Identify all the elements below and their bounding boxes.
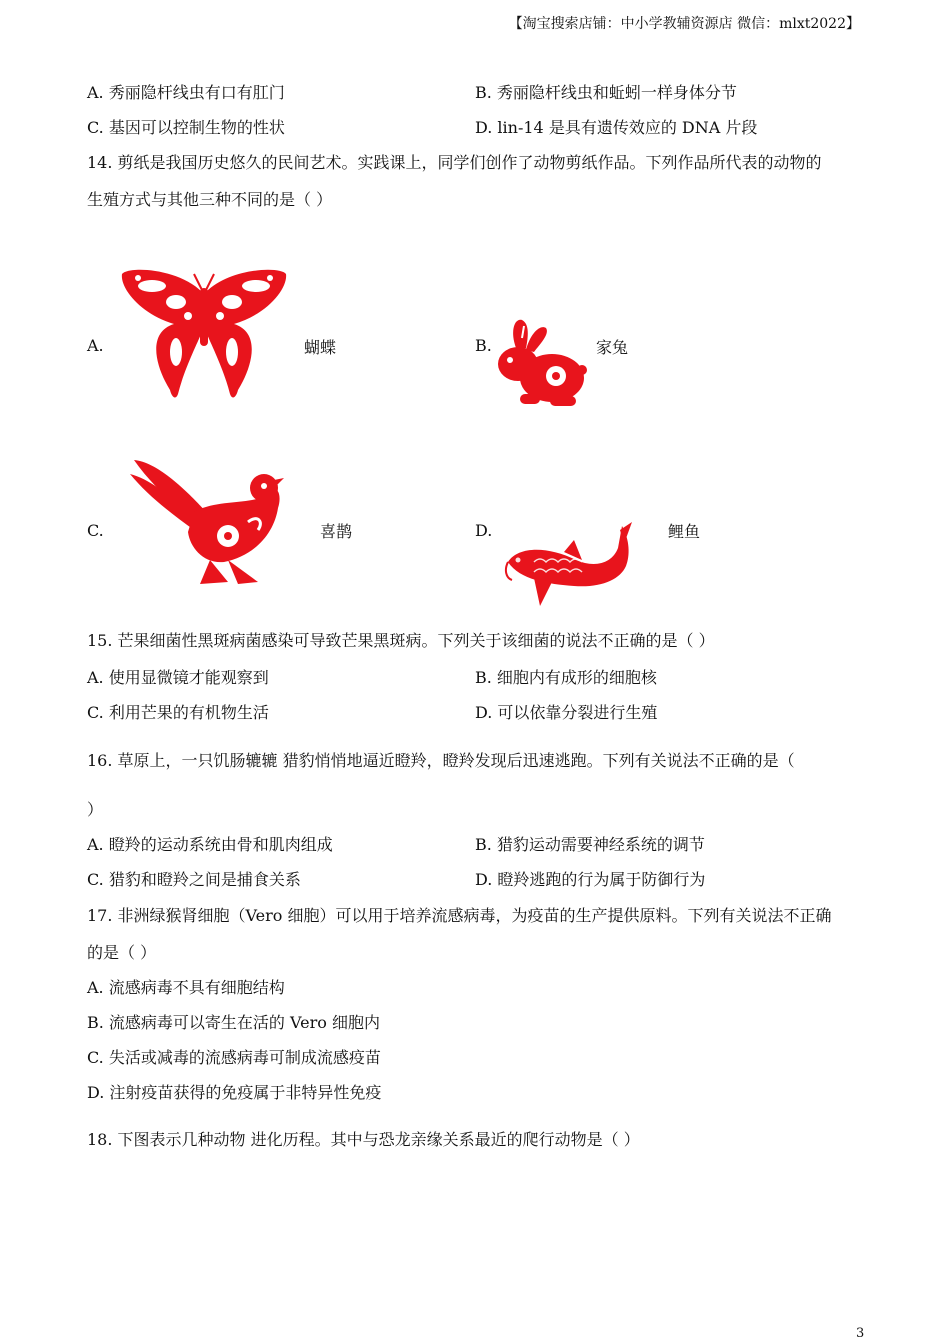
carp-papercut-icon xyxy=(504,522,632,608)
butterfly-papercut-icon xyxy=(118,266,290,402)
q15-option-c: C. 利用芒果的有机物生活 xyxy=(87,703,269,722)
q14-stem-line1: 14. 剪纸是我国历史悠久的民间艺术。实践课上，同学们创作了动物剪纸作品。下列作品所代表的动物的 xyxy=(87,153,822,172)
q13-option-a: A. 秀丽隐杆线虫有口有肛门 xyxy=(87,83,285,102)
q14-option-c-name: 喜鹊 xyxy=(320,522,353,541)
q16-stem-line2: ） xyxy=(87,800,104,819)
q18-stem: 18. 下图表示几种动物 进化历程。其中与恐龙亲缘关系最近的爬行动物是（ ） xyxy=(87,1130,640,1149)
q17-option-a: A. 流感病毒不具有细胞结构 xyxy=(87,978,285,997)
page-number: 3 xyxy=(856,1326,865,1341)
q16-stem-line1: 16. 草原上，一只饥肠辘辘 猎豹悄悄地逼近瞪羚，瞪羚发现后迅速逃跑。下列有关说法不正确的是（ xyxy=(87,751,795,770)
q15-stem: 15. 芒果细菌性黑斑病菌感染可导致芒果黑斑病。下列关于该细菌的说法不正确的是（ ） xyxy=(87,631,715,650)
q14-option-c-label: C. xyxy=(87,521,104,540)
q14-option-a-label: A. xyxy=(87,336,104,355)
rabbit-papercut-icon xyxy=(492,318,588,410)
q14-option-b-label: B. xyxy=(475,336,492,355)
q17-stem-line2: 的是（ ） xyxy=(87,943,157,962)
q16-option-b: B. 猎豹运动需要神经系统的调节 xyxy=(475,835,705,854)
q13-option-b: B. 秀丽隐杆线虫和蚯蚓一样身体分节 xyxy=(475,83,737,102)
q16-option-a: A. 瞪羚的运动系统由骨和肌肉组成 xyxy=(87,835,333,854)
q17-stem-line1: 17. 非洲绿猴肾细胞（Vero 细胞）可以用于培养流感病毒，为疫苗的生产提供原料。下列有关说法不正确 xyxy=(87,906,832,925)
q14-stem-line2: 生殖方式与其他三种不同的是（ ） xyxy=(87,190,333,209)
page-header: 【淘宝搜索店铺：中小学教辅资源店 微信：mlxt2022】 xyxy=(508,16,860,32)
q15-option-d: D. 可以依靠分裂进行生殖 xyxy=(475,703,658,722)
q13-option-c: C. 基因可以控制生物的性状 xyxy=(87,118,285,137)
q17-option-b: B. 流感病毒可以寄生在活的 Vero 细胞内 xyxy=(87,1013,380,1032)
q13-option-d: D. lin-14 是具有遗传效应的 DNA 片段 xyxy=(475,118,758,137)
q16-option-d: D. 瞪羚逃跑的行为属于防御行为 xyxy=(475,870,706,889)
q16-option-c: C. 猎豹和瞪羚之间是捕食关系 xyxy=(87,870,301,889)
q14-option-b-name: 家兔 xyxy=(596,338,629,357)
q15-option-a: A. 使用显微镜才能观察到 xyxy=(87,668,269,687)
magpie-papercut-icon xyxy=(128,452,284,588)
q14-option-d-name: 鲤鱼 xyxy=(668,522,701,541)
q14-option-a-name: 蝴蝶 xyxy=(304,338,337,357)
q14-option-d-label: D. xyxy=(475,521,493,540)
q17-option-c: C. 失活或减毒的流感病毒可制成流感疫苗 xyxy=(87,1048,381,1067)
q17-option-d: D. 注射疫苗获得的免疫属于非特异性免疫 xyxy=(87,1083,382,1102)
q15-option-b: B. 细胞内有成形的细胞核 xyxy=(475,668,657,687)
